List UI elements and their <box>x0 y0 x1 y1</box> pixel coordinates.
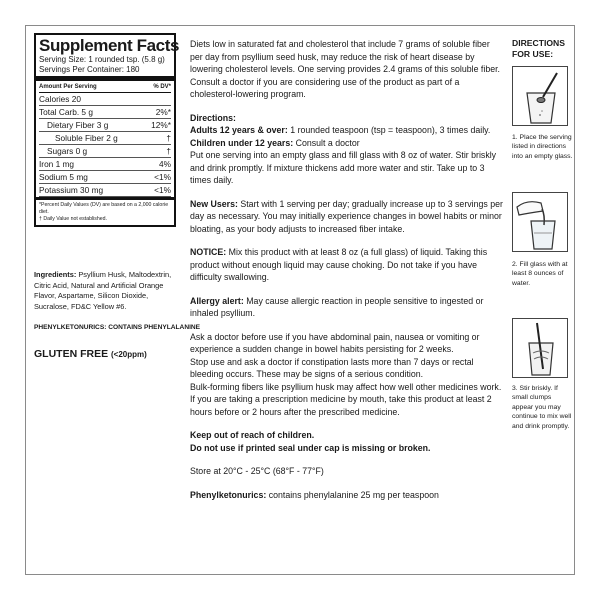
notice-warning: NOTICE: Mix this product with at least 8 oz (a full glass) of liquid. Taking this product without enough liquid may cause choking. Do not take if you have difficulty swallowing. <box>190 247 488 282</box>
keep-out-of-reach: Keep out of reach of children. <box>190 430 315 440</box>
step-1-text: 1. Place the serving listed in directions into an empty glass. <box>512 134 573 160</box>
facts-row-iron <box>39 158 171 171</box>
pour-water-icon <box>512 192 568 252</box>
nutrient-name: Sugars 0 g <box>47 146 88 156</box>
nutrient-dv: <1% <box>154 185 171 195</box>
ingredients-label: Ingredients: <box>34 270 77 279</box>
facts-row-dietary-fiber <box>39 119 171 132</box>
gluten-free-claim <box>34 348 147 360</box>
gluten-free-text: GLUTEN FREE <box>34 348 109 360</box>
facts-row-sugars <box>39 145 171 158</box>
nutrient-dv: 2%* <box>155 107 171 117</box>
heart-health-claim: Diets low in saturated fat and cholesterol that include 7 grams of soluble fiber per day from psyllium seed husk, may reduce the risk of heart disease by lowering cholesterol levels. One serving provides 2.4 grams of this soluble fiber. Consult a doctor if you are considering use of the product as part of a cholesterol-lowering program. <box>190 39 500 99</box>
facts-row-calories <box>39 93 171 106</box>
ingredients-text: Psyllium Husk, Maltodextrin, Citric Acid, Natural and Artificial Orange Flavor, Aspartame, Silicon Dioxide, Sucralose, FD&C Yellow #6. <box>34 270 172 311</box>
stir-glass-icon <box>512 318 568 378</box>
label-text-column <box>190 38 503 501</box>
facts-row-sodium <box>39 171 171 184</box>
storage-text: Store at 20°C - 25°C (68°F - 77°F) <box>190 466 324 476</box>
divider <box>36 76 174 81</box>
children-directions: Children under 12 years: Consult a doctor <box>190 137 360 148</box>
supplement-facts-title: Supplement Facts <box>39 36 180 55</box>
nutrient-dv: <1% <box>154 172 171 182</box>
mixing-directions: Put one serving into an empty glass and fill glass with 8 oz of water. Stir briskly and drink promptly. If mixture thickens add more water and stir. Take up to 3 times daily. <box>190 150 497 185</box>
nutrient-dv: 4% <box>159 159 171 169</box>
step-3-text: 3. Stir briskly. If small clumps appear you may continue to mix well and drink promptly. <box>512 385 572 430</box>
dv-not-established-footnote: † Daily Value not established. <box>39 216 107 222</box>
nutrient-dv: † <box>166 146 171 156</box>
gluten-ppm-text: (<20ppm) <box>111 350 147 359</box>
servings-per-container: Servings Per Container: 180 <box>39 65 140 74</box>
amount-per-serving-label: Amount Per Serving <box>39 84 97 90</box>
nutrient-name: Total Carb. 5 g <box>39 107 93 117</box>
phenylketonurics-text: Phenylketonurics: contains phenylalanine 25 mg per teaspoon <box>190 489 439 500</box>
dv-label: % DV* <box>153 84 171 90</box>
adults-directions: Adults 12 years & over: 1 rounded teaspoon (tsp = teaspoon), 3 times daily. <box>190 125 491 135</box>
nutrient-name: Iron 1 mg <box>39 159 75 169</box>
directions-for-use-title: DIRECTIONS FOR USE: <box>512 38 565 59</box>
allergy-alert: Allergy alert: May cause allergic reaction in people sensitive to ingested or inhaled psyllium. <box>190 295 484 318</box>
nutrient-name: Sodium 5 mg <box>39 172 88 182</box>
warnings-text: Ask a doctor before use if you have abdominal pain, nausea or vomiting or experience a sudden change in bowel habits persisting for 2 weeks. Stop use and ask a doctor if constipation lasts more than 7 days or rectal bleeding occurs. These may be signs of a serious condition. Bulk-forming fibers like psyllium husk may affect how well other medicines work. If you are taking a prescription medicine by mouth, take this product at least 2 hours before or 2 hours after the prescribed medicine. <box>190 331 502 417</box>
facts-row-total-carb <box>39 106 171 119</box>
pku-warning: PHENYLKETONURICS: CONTAINS PHENYLALANINE <box>34 324 201 331</box>
step-2-text: 2. Fill glass with at least 8 ounces of water. <box>512 261 568 287</box>
nutrient-name: Calories 20 <box>39 94 81 104</box>
facts-row-soluble-fiber <box>39 132 171 145</box>
ingredients-block <box>34 270 180 312</box>
new-users-note: New Users: Start with 1 serving per day; gradually increase up to 3 servings per day as necessary. You may initially experience changes in bowel habits or minor bloating, as your body adjusts to increased fiber intake. <box>190 198 503 234</box>
dv-footnote: *Percent Daily Values (DV) are based on a 2,000 calorie diet. <box>39 202 169 215</box>
nutrient-dv: † <box>166 133 171 143</box>
nutrient-name: Dietary Fiber 3 g <box>47 120 109 130</box>
nutrient-name: Potassium 30 mg <box>39 185 104 195</box>
facts-row-potassium <box>39 184 171 197</box>
nutrient-dv: 12%* <box>151 120 171 130</box>
seal-warning: Do not use if printed seal under cap is missing or broken. <box>190 442 431 453</box>
nutrient-name: Soluble Fiber 2 g <box>55 133 118 143</box>
serving-size: Serving Size: 1 rounded tsp. (5.8 g) <box>39 55 165 64</box>
supplement-facts-panel <box>34 33 180 227</box>
spoon-into-glass-icon <box>512 66 568 126</box>
facts-header <box>39 82 171 93</box>
directions-heading: Directions: <box>190 112 236 123</box>
